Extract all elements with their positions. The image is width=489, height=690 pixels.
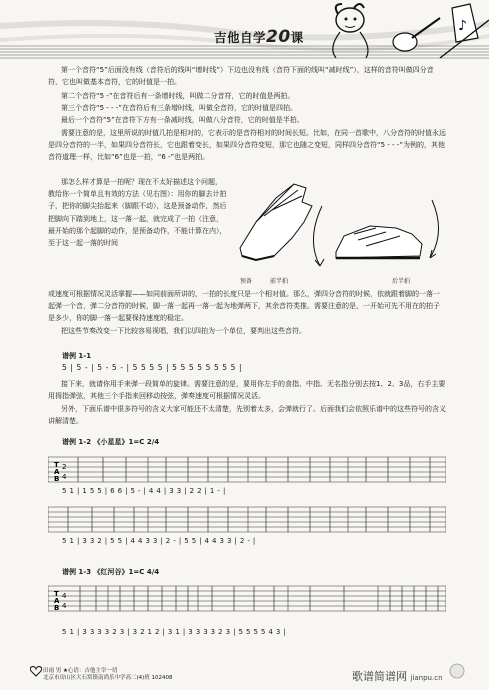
paragraph-relative-duration: 需要注意的是，这里所说的时值几拍是相对的，它表示的是音符相对的时间长短。比如，在同一首歌中，八分音符的时值永远是四分音符的一半，如果四分音符长，它也跟着变长，如果四分音符变短，那它也随之变短，同样四分音符“5 - - -”为例的，其他音符道理一样，比如“6”也是一拍，“6 -”也是两拍。 [48, 129, 446, 162]
caption-prep: 预备 [240, 278, 253, 285]
page-corner-icon [449, 663, 465, 679]
svg-text:A: A [54, 468, 60, 476]
example-1-3-label: 谱例 1-3 《红河谷》1=C 4/4 [62, 568, 160, 576]
foot-beat-figure [236, 176, 451, 286]
paragraph-symbols-note: 另外，下面乐谱中很多符号的含义大家可能还不太清楚，先别着太多，会弹就行了。后面我们会依照乐谱中的这些符号的含义讲解清楚。 [48, 405, 446, 426]
title-suffix: 课 [290, 30, 304, 45]
watermark [352, 668, 443, 684]
heart-icon [30, 665, 42, 677]
paragraph-half-note: 第二个音符“5 -”在音符后有一条增时线，叫做二分音符，它的时值是两拍。 [61, 92, 295, 100]
caption-back-half: 后半拍 [392, 278, 411, 285]
svg-text:T: T [54, 461, 59, 469]
shoe-raised [240, 184, 312, 260]
example-1-1-label: 谱例 1-1 [62, 352, 92, 360]
title-prefix: 吉他自学 [214, 30, 267, 45]
svg-text:4: 4 [62, 592, 67, 600]
shoe-flat [336, 226, 422, 258]
example-1-2-label: 谱例 1-2 《小星星》1=C 2/4 [62, 438, 160, 446]
paragraph-left-hand: 接下来，就请你用手来弹一段简单的旋律。需要注意的是，要用你左手的食指、中指、无名指分别去按1、2、3品，右手主要用拇指弹弦，其他三个手指来回移动按弦，弹奏速度可根据情况灵活。 [48, 380, 446, 401]
paragraph-quarter-note: 第一个音符“5”后面没有线（音符后的线叫“增时线”）下边也没有线（音符下面的线叫“减时线”），这样的音符叫做四分音符，它也叫做基本音符，它的时值是一拍。 [48, 66, 434, 87]
title-number: 20 [266, 27, 291, 47]
caption-front-half: 前半拍 [270, 278, 289, 285]
svg-text:B: B [54, 475, 60, 483]
example-1-2-numbers-top: 5 1 | 1 5 5 | 6 6 | 5 - | 4 4 | 3 3 | 2 2 | 1 - | [62, 487, 226, 495]
svg-text:♪: ♪ [458, 18, 467, 34]
svg-text:T: T [54, 590, 59, 598]
svg-text:4: 4 [62, 473, 67, 481]
paragraph-tempo: 或速度可根据情况灵活掌握——如同前面所讲的，一拍的长度只是一个相对值。那么，弹四分音符的时候，依就跟着脚的一落一起弹一个音，弹二分音符的时候，脚一落一起再一落一起为地弹两下，其余音符类推。需要注意的是，一开始可先不用在的拍子是多少，你的脚一落一起要保持速度的稳定。 [48, 290, 440, 323]
footer-author-line: 田雨 男 ★心语：吉他主宰一切 [43, 668, 118, 674]
footer-credit [43, 668, 173, 682]
svg-text:2: 2 [62, 463, 67, 471]
watermark-text: 歌谱简谱网 [352, 670, 407, 683]
svg-text:B: B [54, 604, 60, 612]
paragraph-four-beat-unit: 把这些节奏改变一下比较容易视唱，我们以四拍为一个单位，要判出这些音符。 [61, 327, 306, 335]
example-1-3-numbers: 5 1 | 3 3 3 3 2 3 | 3 2 1 2 | 3 1 | 3 3 3 3 2 3 | 5 5 5 5 4 3 | [62, 628, 287, 636]
example-1-1-numbers: 5 | 5 - | 5 - 5 - | 5 5 5 5 | 5 5 5 5 5 5 5 5 | [62, 363, 243, 372]
paragraph-foot-beat: 那怎么样才算是一拍呢？现在不太好描述这个问题，教给你一个简单且有效的方法（见右图）：用你的脚去计拍子，把你的脚尖抬起来（脚跟不动），这是预备动作，然后把脚向下踏到地上，这一落一起，就完成了一拍（注意，最开始的那个起脚的动作，是预备动作，不能计算在内），至于这一起一落的时间 [48, 178, 227, 248]
example-1-2-numbers-bottom: 5 1 | 3 3 2 | 5 5 | 4 4 3 3 | 2 - | 5 5 | 4 4 3 3 | 2 - | [62, 537, 256, 545]
paragraph-eighth-note: 最后一个音符“5”在音符下方有一条减时线，叫做八分音符，它的时值是半拍。 [61, 116, 304, 124]
footer-school-line: 北京市房山区大石窝镇南尚乐中学高二(4)班 102408 [43, 675, 173, 681]
watermark-site: jianpu.cn [410, 674, 443, 682]
svg-text:4: 4 [62, 602, 67, 610]
paragraph-whole-note: 第三个音符“5 - - -”在音符后有三条增时线，叫做全音符，它的时值是四拍。 [61, 104, 297, 112]
example-1-3-tab-staff [48, 582, 446, 622]
svg-text:A: A [54, 597, 60, 605]
example-1-2-tab-staff [48, 453, 446, 545]
lesson-title [214, 27, 304, 47]
